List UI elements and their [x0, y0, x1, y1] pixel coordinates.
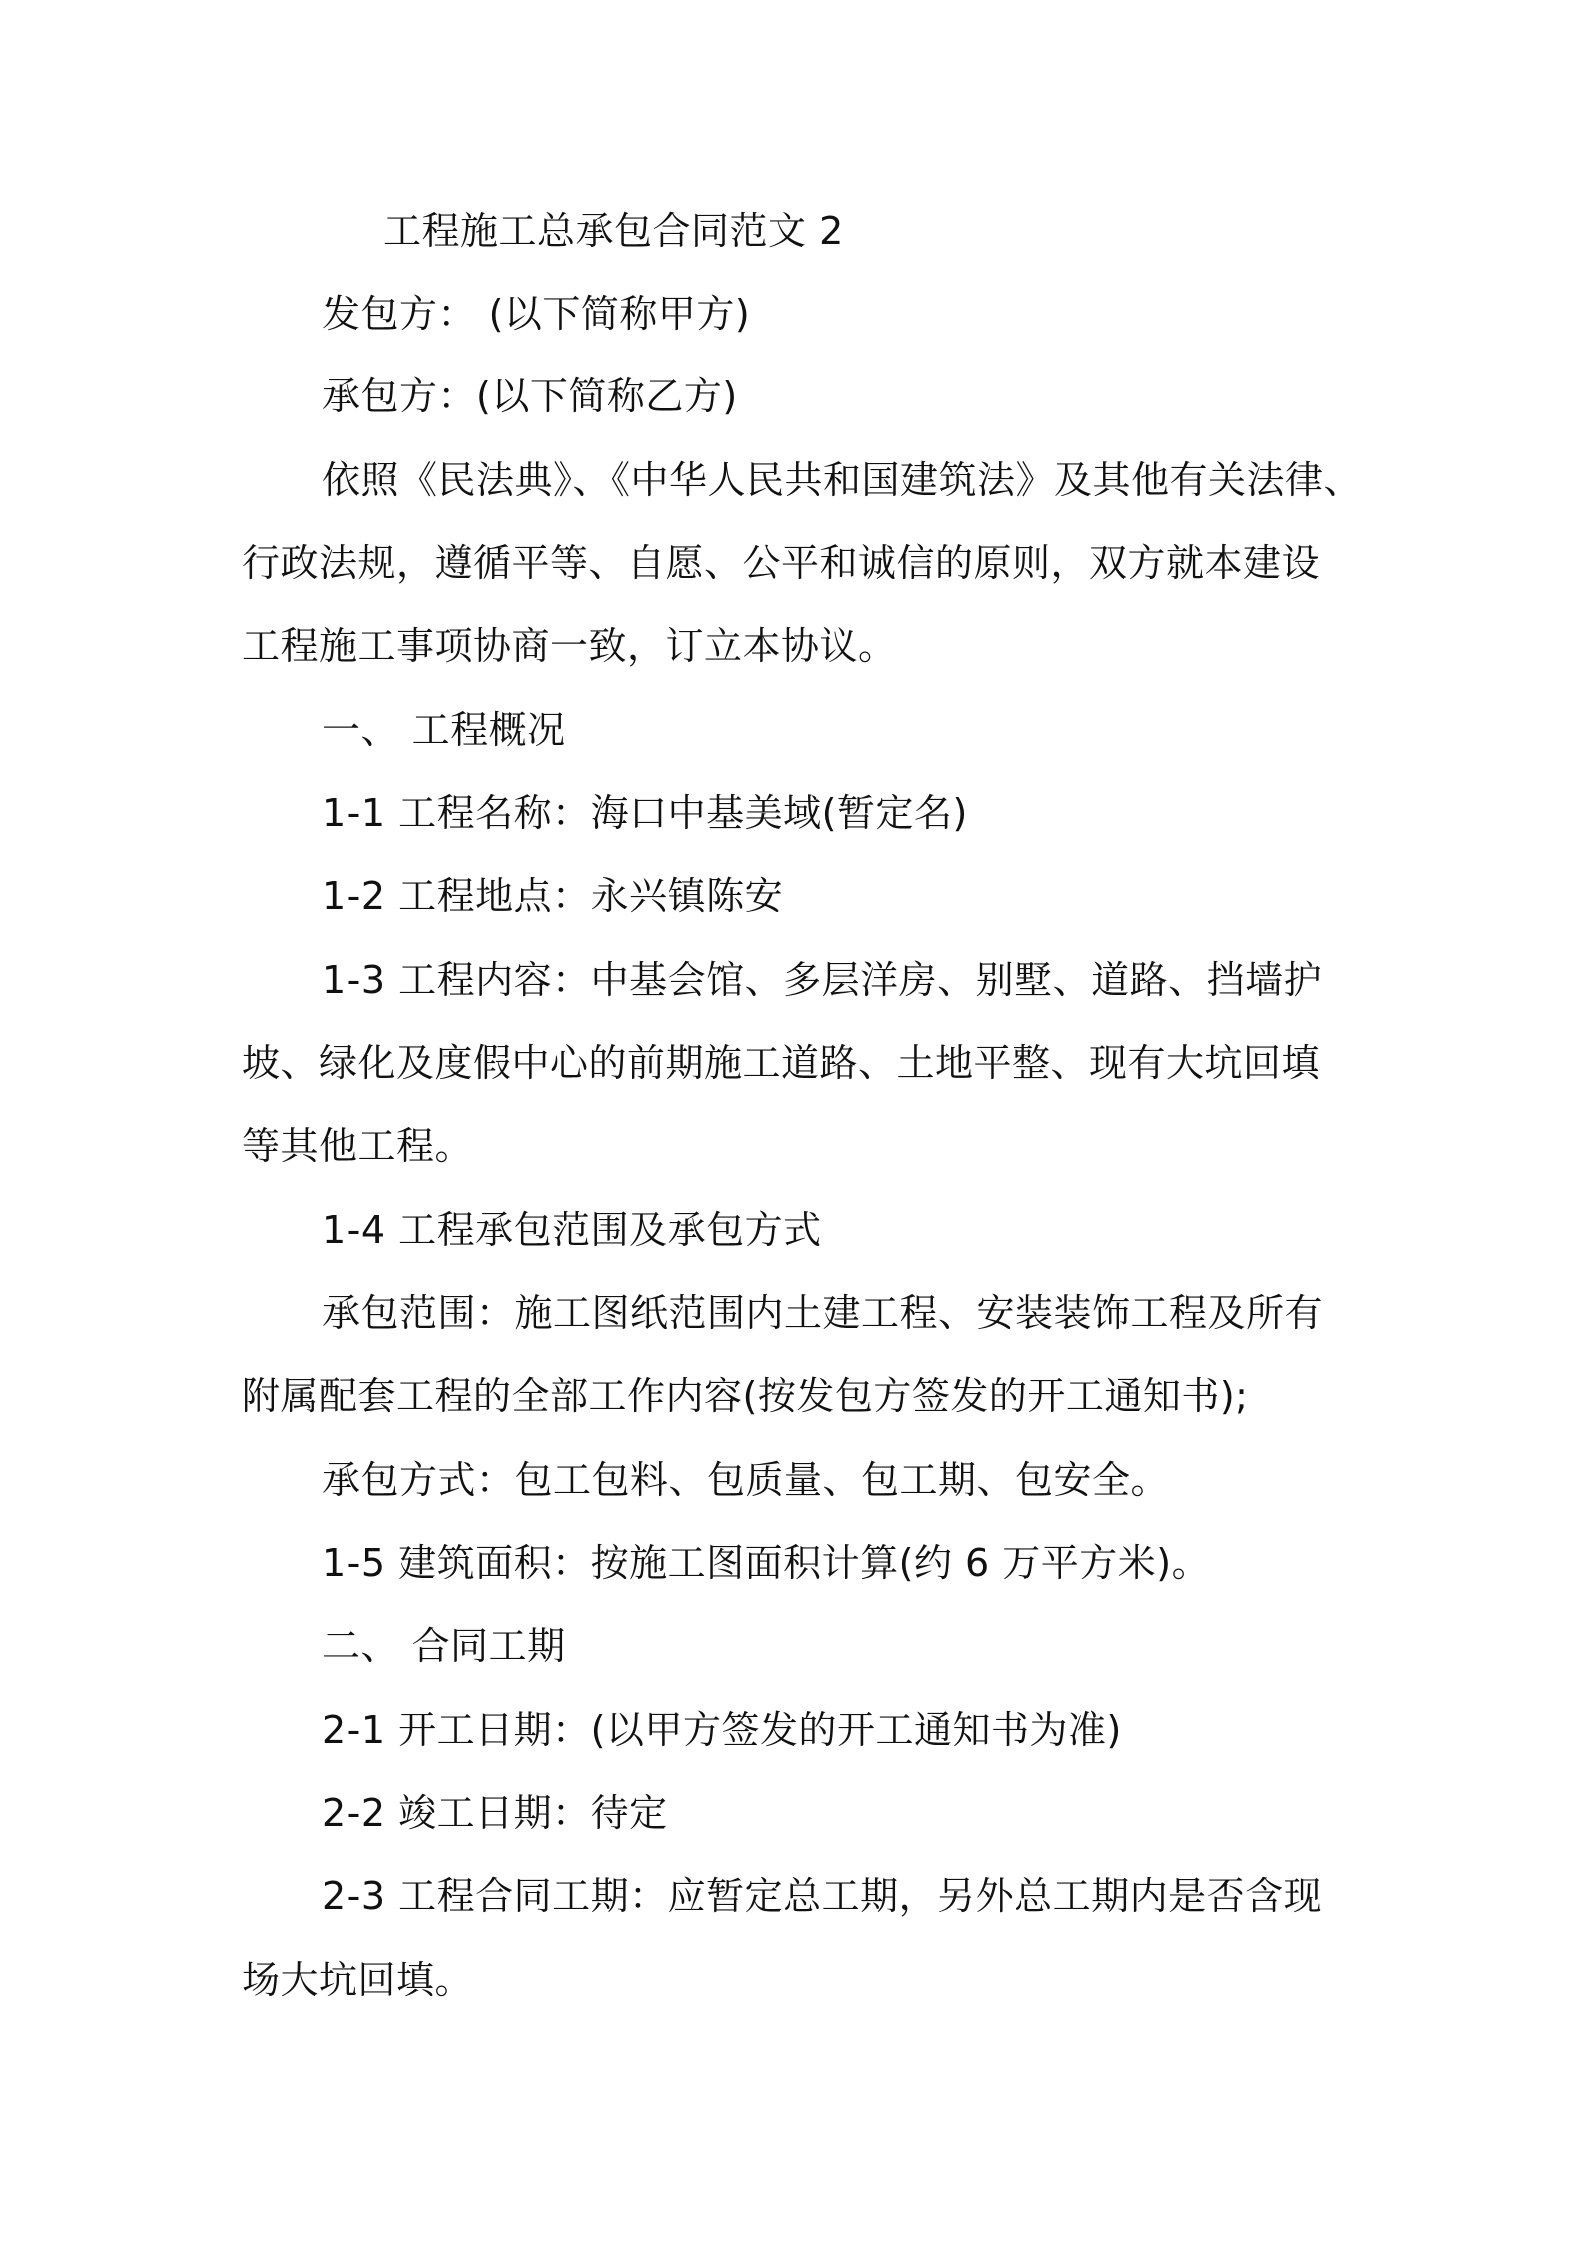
clause-2-2: 2-2 竣工日期：待定 — [322, 1791, 668, 1835]
contract-method-line: 承包方式：包工包料、包质量、包工期、包安全。 — [322, 1458, 1170, 1502]
clause-1-1: 1-1 工程名称：海口中基美域(暂定名) — [322, 791, 968, 835]
party-a-line: 发包方： (以下简称甲方) — [322, 292, 751, 336]
clause-2-1: 2-1 开工日期：(以甲方签发的开工通知书为准) — [322, 1708, 1122, 1752]
scope-line-1: 承包范围：施工图纸范围内土建工程、安装装饰工程及所有 — [322, 1291, 1324, 1335]
clause-1-5: 1-5 建筑面积：按施工图面积计算(约 6 万平方米)。 — [322, 1541, 1211, 1585]
clause-1-3-line-3: 等其他工程。 — [242, 1124, 474, 1168]
clause-2-3-line-2: 场大坑回填。 — [242, 1958, 474, 2002]
clause-1-3-line-2: 坡、绿化及度假中心的前期施工道路、土地平整、现有大坑回填 — [242, 1041, 1321, 1085]
party-b-line: 承包方：(以下简称乙方) — [322, 374, 738, 418]
section-1-heading: 一、 工程概况 — [322, 708, 566, 752]
clause-2-3-line-1: 2-3 工程合同工期：应暂定总工期，另外总工期内是否含现 — [322, 1874, 1323, 1918]
preamble-line-1: 依照《民法典》、《中华人民共和国建筑法》及其他有关法律、 — [322, 458, 1363, 502]
section-2-heading: 二、 合同工期 — [322, 1624, 566, 1668]
preamble-line-3: 工程施工事项协商一致，订立本协议。 — [242, 624, 897, 668]
clause-1-3-line-1: 1-3 工程内容：中基会馆、多层洋房、别墅、道路、挡墙护 — [322, 958, 1323, 1002]
clause-1-4: 1-4 工程承包范围及承包方式 — [322, 1208, 822, 1252]
clause-1-2: 1-2 工程地点：永兴镇陈安 — [322, 874, 784, 918]
document-title: 工程施工总承包合同范文 2 — [383, 209, 844, 253]
preamble-line-2: 行政法规，遵循平等、自愿、公平和诚信的原则，双方就本建设 — [242, 541, 1321, 585]
scope-line-2: 附属配套工程的全部工作内容(按发包方签发的开工通知书); — [242, 1374, 1249, 1418]
